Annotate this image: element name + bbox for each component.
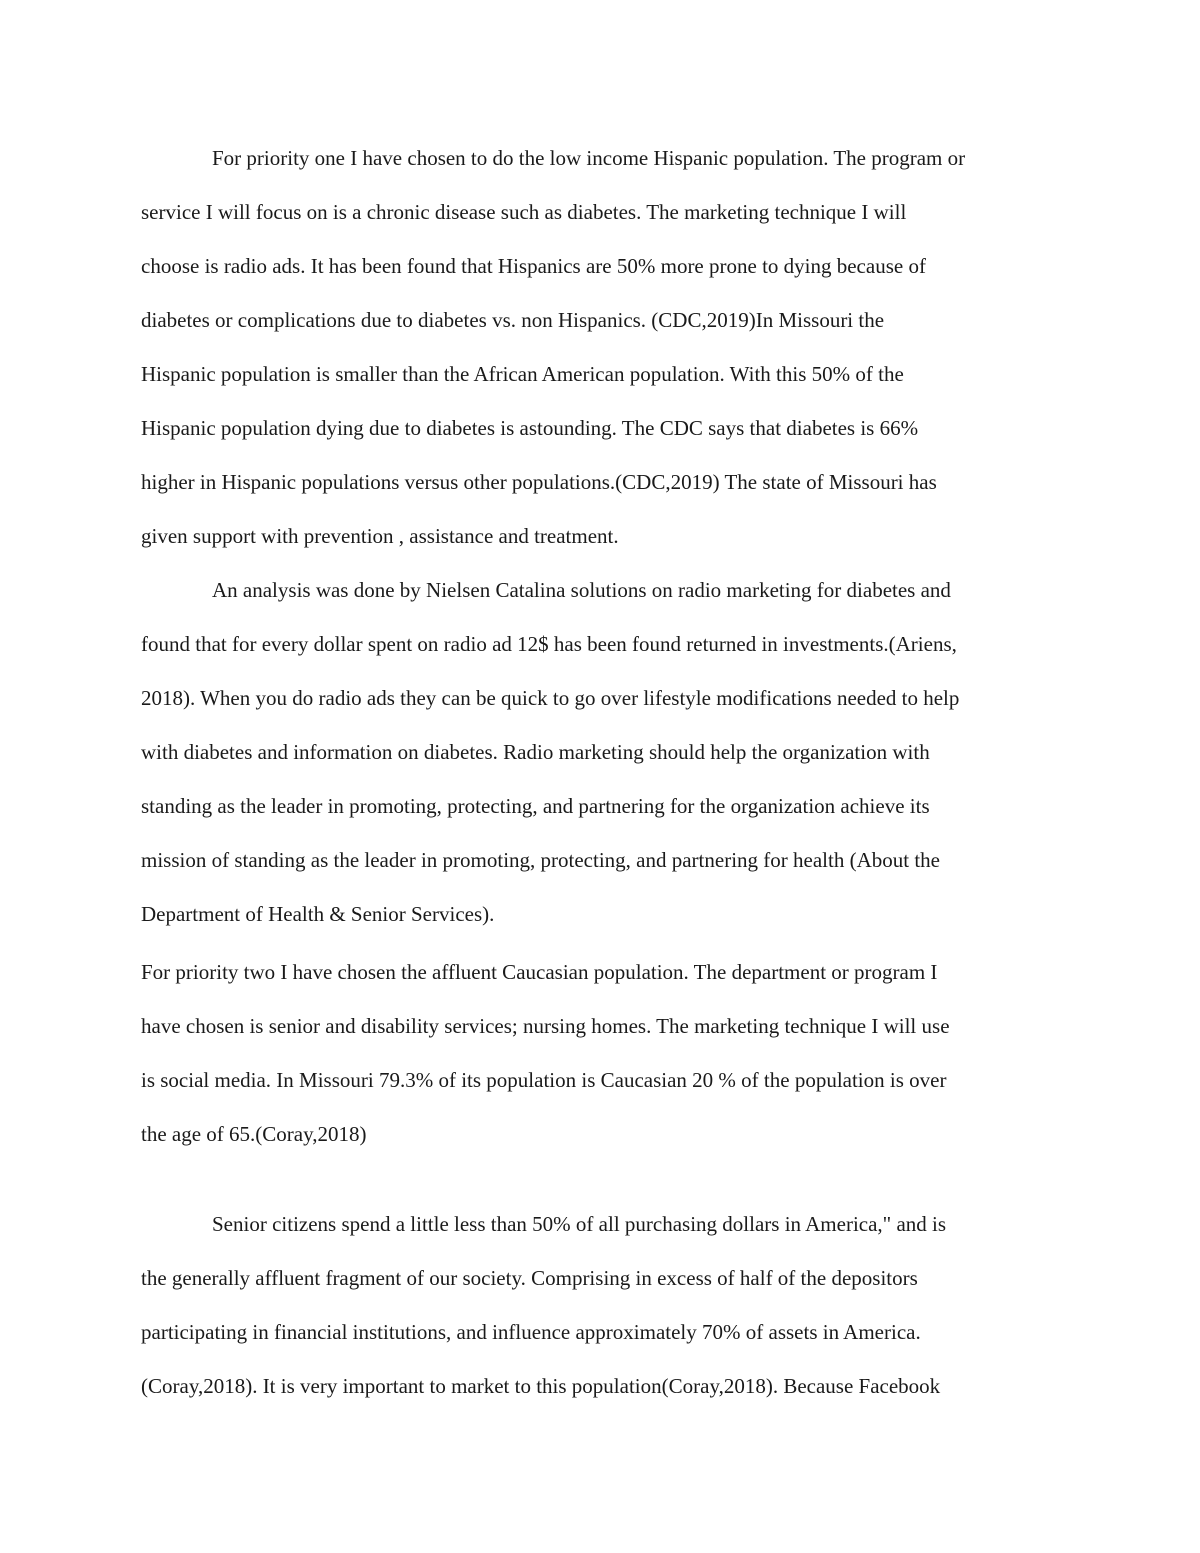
text-line: diabetes or complications due to diabetes vs. non Hispanics. (CDC,2019)In Missouri the bbox=[141, 308, 885, 332]
text-line: service I will focus on is a chronic disease such as diabetes. The marketing technique I will bbox=[141, 200, 907, 224]
text-line: participating in financial institutions, and influence approximately 70% of assets in America. bbox=[141, 1320, 921, 1344]
text-line: (Coray,2018). It is very important to market to this population(Coray,2018). Because Facebook bbox=[141, 1374, 941, 1398]
text-line: Hispanic population is smaller than the African American population. With this 50% of the bbox=[141, 362, 904, 386]
text-line: Department of Health & Senior Services). bbox=[141, 902, 495, 926]
text-line: found that for every dollar spent on radio ad 12$ has been found returned in investments.(Ariens, bbox=[141, 632, 957, 656]
text-line: with diabetes and information on diabetes. Radio marketing should help the organization with bbox=[141, 740, 930, 764]
text-line: choose is radio ads. It has been found that Hispanics are 50% more prone to dying because of bbox=[141, 254, 926, 278]
text-line: the age of 65.(Coray,2018) bbox=[141, 1122, 367, 1146]
text-line: have chosen is senior and disability services; nursing homes. The marketing technique I will use bbox=[141, 1014, 950, 1038]
text-line: the generally affluent fragment of our society. Comprising in excess of half of the depositors bbox=[141, 1266, 918, 1290]
text-line: For priority one I have chosen to do the low income Hispanic population. The program or bbox=[212, 146, 966, 170]
text-line: mission of standing as the leader in promoting, protecting, and partnering for health (About the bbox=[141, 848, 940, 872]
text-line: is social media. In Missouri 79.3% of its population is Caucasian 20 % of the population is over bbox=[141, 1068, 947, 1092]
text-line: standing as the leader in promoting, protecting, and partnering for the organization achieve its bbox=[141, 794, 930, 818]
text-line: Senior citizens spend a little less than 50% of all purchasing dollars in America," and is bbox=[212, 1212, 947, 1236]
text-line: 2018). When you do radio ads they can be quick to go over lifestyle modifications needed to help bbox=[141, 686, 960, 710]
text-line: given support with prevention , assistance and treatment. bbox=[141, 524, 619, 548]
text-line: An analysis was done by Nielsen Catalina solutions on radio marketing for diabetes and bbox=[212, 578, 951, 602]
text-line: higher in Hispanic populations versus other populations.(CDC,2019) The state of Missouri has bbox=[141, 470, 937, 494]
text-line: For priority two I have chosen the affluent Caucasian population. The department or program I bbox=[141, 960, 938, 984]
text-line: Hispanic population dying due to diabetes is astounding. The CDC says that diabetes is 66% bbox=[141, 416, 919, 440]
